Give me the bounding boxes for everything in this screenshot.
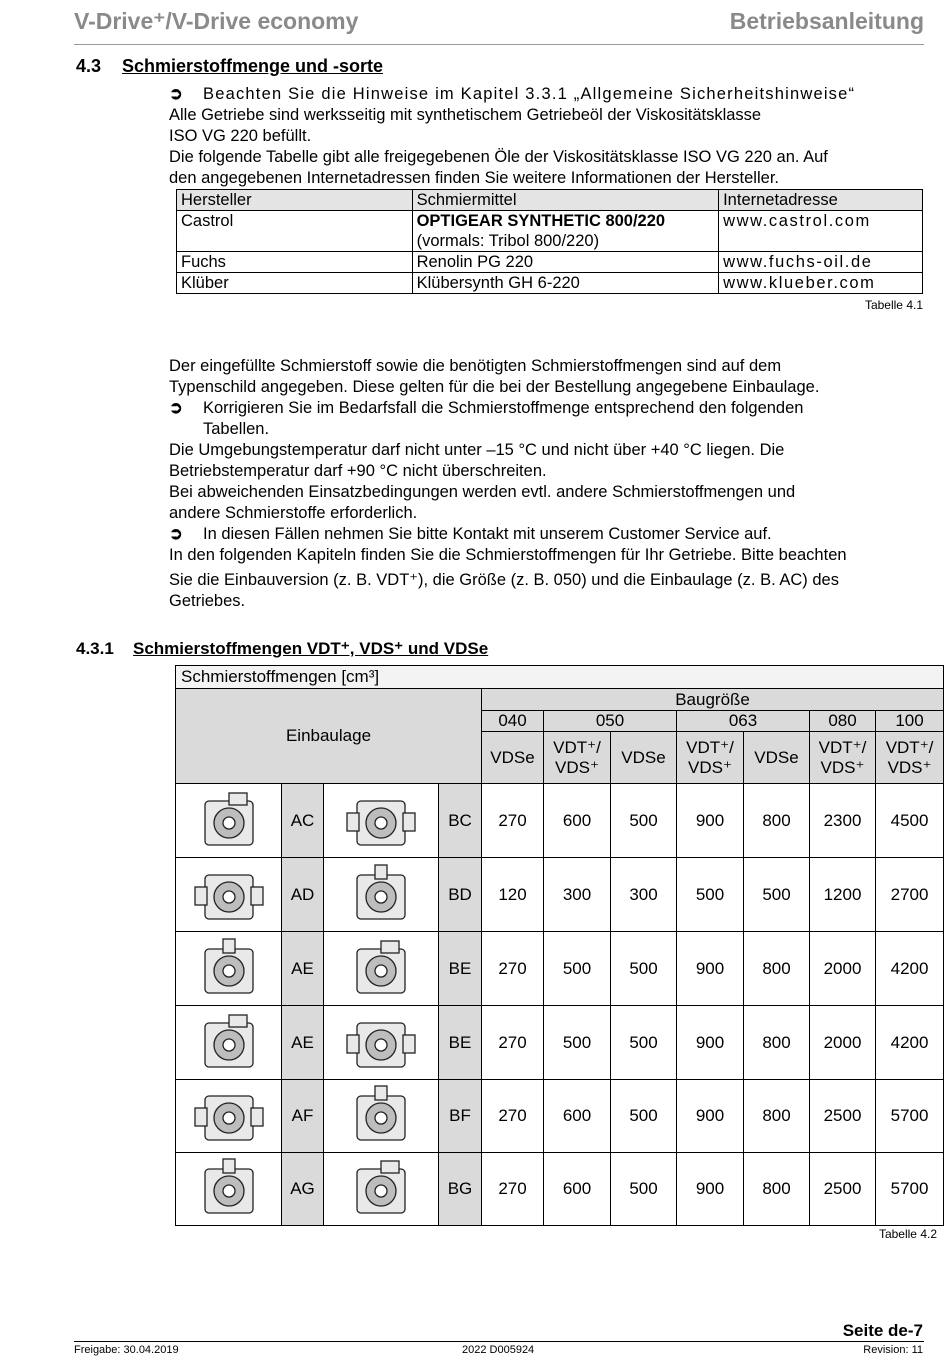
quantity-value: 2300	[810, 784, 876, 858]
version-header: VDT⁺/ VDS⁺	[810, 732, 876, 784]
baugroesse-header: Baugröße	[482, 689, 944, 711]
position-code: AF	[282, 1080, 324, 1153]
quantity-value: 120	[482, 858, 544, 932]
gearbox-illustration	[324, 1080, 439, 1153]
size-header: 080	[810, 711, 876, 732]
quantity-value: 4200	[876, 1006, 944, 1080]
table-row	[176, 1006, 944, 1080]
version-header: VDSe	[744, 732, 810, 784]
table-row	[176, 858, 944, 932]
table-row	[176, 784, 944, 858]
position-code: AD	[282, 858, 324, 932]
quantity-value: 5700	[876, 1080, 944, 1153]
arrow-right-icon: ➲	[169, 399, 183, 417]
quantity-value: 900	[677, 1080, 744, 1153]
quantity-value: 800	[744, 784, 810, 858]
website-url: www.fuchs-oil.de	[719, 252, 923, 273]
quantity-value: 5700	[876, 1153, 944, 1226]
table-row	[176, 1080, 944, 1153]
quantity-value: 800	[744, 1080, 810, 1153]
gearbox-illustration	[324, 1006, 439, 1080]
quantity-value: 600	[544, 1080, 611, 1153]
position-code: BE	[439, 1006, 482, 1080]
website-url: www.klueber.com	[719, 273, 923, 294]
quantity-value: 500	[611, 1080, 677, 1153]
quantity-value: 2500	[810, 1153, 876, 1226]
document-number: 2022 D005924	[462, 1344, 535, 1356]
quantity-value: 4200	[876, 932, 944, 1006]
position-code: BG	[439, 1153, 482, 1226]
quantity-value: 800	[744, 932, 810, 1006]
quantity-value: 2700	[876, 858, 944, 932]
version-header: VDT⁺/ VDS⁺	[876, 732, 944, 784]
quantity-value: 500	[611, 1153, 677, 1226]
table-caption: Tabelle 4.1	[864, 298, 923, 312]
quantity-value: 500	[677, 858, 744, 932]
gearbox-illustration	[176, 1080, 282, 1153]
quantity-value: 600	[544, 1153, 611, 1226]
body-text: Der eingefüllte Schmierstoff sowie die benötigten Schmierstoffmengen sind auf dem Typenschild angegeben. Diese gelten für die bei der Bestellung angegebene Einbaulage. ➲ Korrigieren Sie im Bedarfsfall die Schmierstoffmenge entsprechend den folgenden Tabellen. Die Umgebungstemperatur darf nicht unter –15 °C und nicht über +40 °C liegen. Die Betriebstemperatur darf +90 °C nicht überschreiten. Bei abweichenden Einsatzbedingungen werden evtl. andere Schmierstoffmengen und andere Schmierstoffe erforderlich. ➲ In diesen Fällen nehmen Sie bitte Kontakt mit unserem Customer Service auf. In den folgenden Kapiteln finden Sie die Schmierstoffmengen für Ihr Getriebe. Bitte beachten Sie die Einbauversion (z. B. VDT⁺), die Größe (z. B. 050) und die Einbaulage (z. B. AC) des Getriebes.	[169, 356, 929, 612]
einbaulage-header: Einbaulage	[176, 689, 482, 784]
document-type: Betriebsanleitung	[729, 8, 924, 34]
position-code: BC	[439, 784, 482, 858]
size-header: 100	[876, 711, 944, 732]
quantity-value: 800	[744, 1006, 810, 1080]
intro-text: ➲ Beachten Sie die Hinweise im Kapitel 3.3.1 „Allgemeine Sicherheitshinweise“ Alle Getriebe sind werksseitig mit synthetischem Getriebeöl der Viskositätsklasse ISO VG 220 befüllt. Die folgende Tabelle gibt alle freigegebenen Öle der Viskositätsklasse ISO VG 220 an. Auf den angegebenen Internetadressen finden Sie weitere Informationen der Hersteller.	[169, 84, 929, 189]
release-date: Freigabe: 30.04.2019	[74, 1344, 179, 1356]
size-header: 063	[677, 711, 810, 732]
position-code: AE	[282, 1006, 324, 1080]
col-header: Hersteller	[177, 190, 413, 211]
table-header-row	[177, 190, 923, 211]
quantity-value: 270	[482, 932, 544, 1006]
section-title: Schmierstoffmenge und -sorte	[122, 56, 384, 76]
quantity-value: 4500	[876, 784, 944, 858]
table-row	[176, 932, 944, 1006]
quantity-value: 900	[677, 784, 744, 858]
bullet-hint: ➲ Beachten Sie die Hinweise im Kapitel 3.3.1 „Allgemeine Sicherheitshinweise“	[169, 85, 856, 103]
gearbox-illustration	[324, 858, 439, 932]
quantity-value: 500	[544, 932, 611, 1006]
size-header: 040	[482, 711, 544, 732]
gearbox-illustration	[324, 784, 439, 858]
col-header: Schmiermittel	[412, 190, 719, 211]
quantity-value: 500	[611, 932, 677, 1006]
table-caption: Tabelle 4.2	[878, 1227, 937, 1241]
section-heading-4-3	[76, 56, 383, 77]
table-row	[176, 1153, 944, 1226]
position-code: BD	[439, 858, 482, 932]
quantity-value: 2500	[810, 1080, 876, 1153]
quantity-value: 500	[611, 784, 677, 858]
section-heading-4-3-1	[76, 639, 488, 659]
website-url: www.castrol.com	[719, 211, 923, 252]
gearbox-illustration	[176, 784, 282, 858]
position-code: AE	[282, 932, 324, 1006]
gearbox-illustration	[324, 1153, 439, 1226]
arrow-right-icon: ➲	[169, 85, 183, 103]
quantity-value: 600	[544, 784, 611, 858]
table-row: Castrol OPTIGEAR SYNTHETIC 800/220 (vormals: Tribol 800/220) www.castrol.com	[177, 211, 923, 252]
page-number: Seite de-7	[842, 1321, 923, 1340]
gearbox-illustration	[176, 858, 282, 932]
quantity-value: 2000	[810, 1006, 876, 1080]
revision: Revision: 11	[863, 1344, 923, 1356]
version-header: VDSe	[611, 732, 677, 784]
header-divider	[74, 44, 924, 45]
quantity-value: 900	[677, 932, 744, 1006]
quantity-value: 500	[544, 1006, 611, 1080]
quantity-value: 500	[744, 858, 810, 932]
section-title: Schmierstoffmengen VDT⁺, VDS⁺ und VDSe	[133, 639, 489, 658]
quantity-value: 2000	[810, 932, 876, 1006]
table-title: Schmierstoffmengen [cm³]	[176, 666, 944, 689]
position-code: AG	[282, 1153, 324, 1226]
bullet-hint: ➲ Korrigieren Sie im Bedarfsfall die Schmierstoffmenge entsprechend den folgenden	[169, 399, 804, 417]
col-header: Internetadresse	[719, 190, 923, 211]
quantity-value: 270	[482, 1153, 544, 1226]
version-header: VDT⁺/ VDS⁺	[544, 732, 611, 784]
position-code: AC	[282, 784, 324, 858]
quantity-value: 900	[677, 1006, 744, 1080]
lubricant-quantity-table	[175, 665, 944, 1226]
quantity-value: 500	[611, 1006, 677, 1080]
version-header: VDT⁺/ VDS⁺	[677, 732, 744, 784]
bullet-hint: ➲ In diesen Fällen nehmen Sie bitte Kontakt mit unserem Customer Service auf.	[169, 525, 772, 543]
arrow-right-icon: ➲	[169, 525, 183, 543]
oil-table	[176, 189, 923, 294]
quantity-value: 300	[544, 858, 611, 932]
quantity-value: 1200	[810, 858, 876, 932]
position-code: BF	[439, 1080, 482, 1153]
size-header: 050	[544, 711, 677, 732]
version-header: VDSe	[482, 732, 544, 784]
gearbox-illustration	[176, 1153, 282, 1226]
footer-divider	[74, 1341, 924, 1342]
section-number: 4.3.1	[76, 639, 114, 658]
gearbox-illustration	[176, 932, 282, 1006]
gearbox-illustration	[176, 1006, 282, 1080]
table-row: Klüber Klübersynth GH 6-220 www.klueber.com	[177, 273, 923, 294]
quantity-value: 270	[482, 1006, 544, 1080]
quantity-value: 270	[482, 784, 544, 858]
position-code: BE	[439, 932, 482, 1006]
section-number: 4.3	[76, 56, 102, 76]
table-row: Fuchs Renolin PG 220 www.fuchs-oil.de	[177, 252, 923, 273]
quantity-value: 300	[611, 858, 677, 932]
gearbox-illustration	[324, 932, 439, 1006]
quantity-value: 800	[744, 1153, 810, 1226]
document-title: V-Drive⁺/V-Drive economy	[74, 8, 359, 34]
quantity-value: 270	[482, 1080, 544, 1153]
quantity-value: 900	[677, 1153, 744, 1226]
